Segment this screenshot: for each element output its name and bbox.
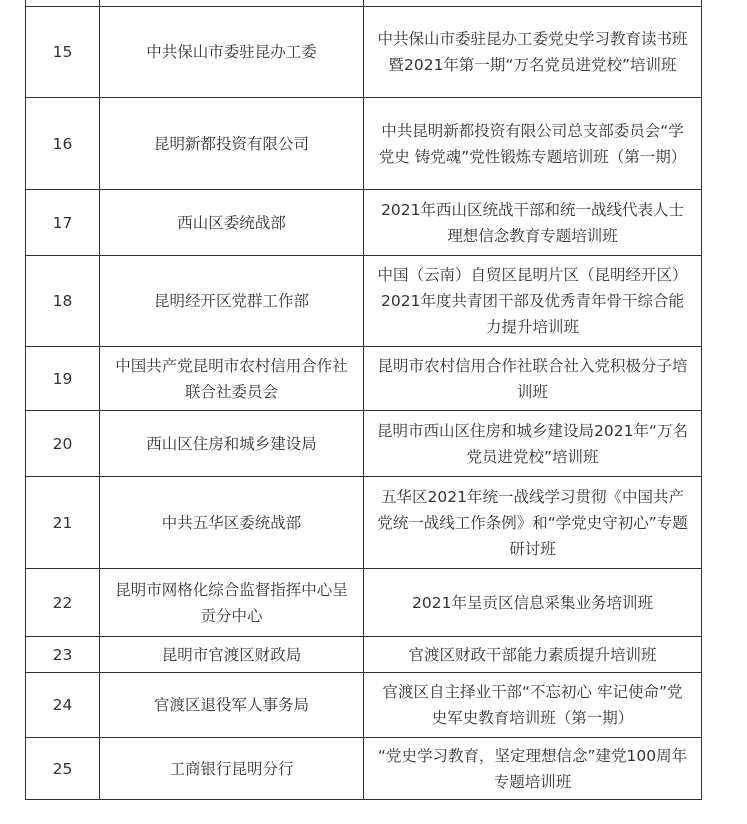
organizing-unit: 昆明新都投资有限公司 [100,98,364,190]
training-class-name: 官渡区自主择业干部“不忘初心 牢记使命”党史军史教育培训班（第一期） [364,673,702,738]
table-row [26,637,702,673]
row-number: 18 [26,256,100,347]
row-number: 15 [26,7,100,98]
organizing-unit: 昆明经开区党群工作部 [100,256,364,347]
table-row [26,98,702,190]
organizing-unit: 中共五华区委统战部 [100,477,364,569]
organizing-unit: 昆明市网格化综合监督指挥中心呈贡分中心 [100,569,364,637]
table-row [26,673,702,738]
table-row [26,411,702,477]
table-row [26,256,702,347]
row-number: 17 [26,190,100,256]
row-number: 20 [26,411,100,477]
row-number: 16 [26,98,100,190]
row-number: 19 [26,347,100,411]
organizing-unit: 中共保山市委驻昆办工委 [100,7,364,98]
table-row [26,477,702,569]
organizing-unit: 西山区住房和城乡建设局 [100,411,364,477]
training-class-name: “党史学习教育，坚定理想信念”建党100周年专题培训班 [364,738,702,800]
training-class-name: 中共昆明新都投资有限公司总支部委员会“学党史 铸党魂”党性锻炼专题培训班（第一期） [364,98,702,190]
table-row [26,347,702,411]
table-row [26,190,702,256]
row-number: 22 [26,569,100,637]
organizing-unit: 官渡区退役军人事务局 [100,673,364,738]
training-class-name: 昆明市西山区住房和城乡建设局2021年“万名党员进党校”培训班 [364,411,702,477]
training-class-name: 昆明市农村信用合作社联合社入党积极分子培训班 [364,347,702,411]
training-class-table [25,0,702,800]
training-class-name: 五华区2021年统一战线学习贯彻《中国共产党统一战线工作条例》和“学党史守初心”专题研讨班 [364,477,702,569]
organizing-unit: 昆明市官渡区财政局 [100,637,364,673]
table-row [26,738,702,800]
training-class-name: 中共保山市委驻昆办工委党史学习教育读书班暨2021年第一期“万名党员进党校”培训班 [364,7,702,98]
row-number: 24 [26,673,100,738]
row-number: 25 [26,738,100,800]
table-row [26,569,702,637]
organizing-unit: 工商银行昆明分行 [100,738,364,800]
row-number: 23 [26,637,100,673]
training-class-name: 2021年呈贡区信息采集业务培训班 [364,569,702,637]
training-class-name: 2021年西山区统战干部和统一战线代表人士理想信念教育专题培训班 [364,190,702,256]
table-row [26,7,702,98]
organizing-unit: 西山区委统战部 [100,190,364,256]
training-class-name: 官渡区财政干部能力素质提升培训班 [364,637,702,673]
organizing-unit: 中国共产党昆明市农村信用合作社联合社委员会 [100,347,364,411]
training-class-name: 中国（云南）自贸区昆明片区（昆明经开区）2021年度共青团干部及优秀青年骨干综合能力提升培训班 [364,256,702,347]
row-number: 21 [26,477,100,569]
